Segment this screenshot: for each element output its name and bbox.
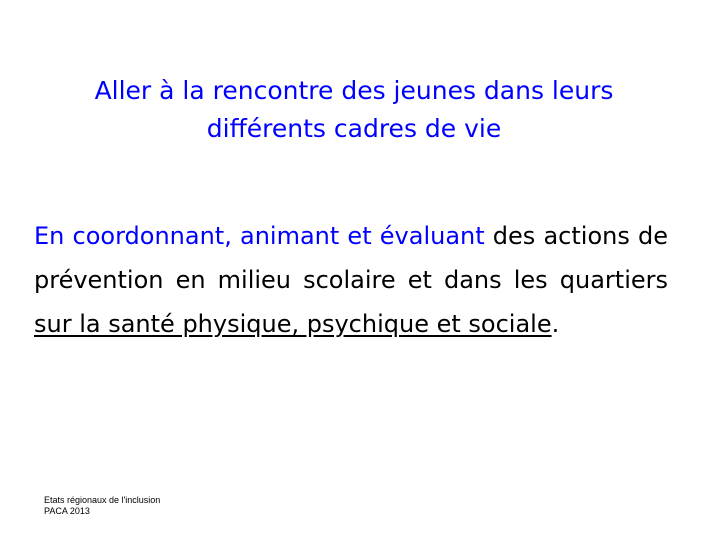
footer-line-1: Etats régionaux de l'inclusion	[44, 495, 161, 505]
body-highlight: En coordonnant, animant et évaluant	[34, 222, 485, 250]
body-end: .	[551, 310, 560, 338]
body-text-1: des actions de prévention en milieu scolaire et dans les quartiers	[34, 222, 668, 294]
footer-line-2: PACA 2013	[44, 506, 90, 516]
body-paragraph	[34, 214, 668, 346]
title-line-1: Aller à la rencontre des jeunes dans leurs	[94, 76, 614, 105]
title-line-2: différents cadres de vie	[206, 114, 502, 143]
footer-note	[44, 495, 160, 517]
slide-title	[40, 72, 668, 148]
body-underlined-1: sur la santé physique, psychique et sociale	[34, 310, 552, 338]
